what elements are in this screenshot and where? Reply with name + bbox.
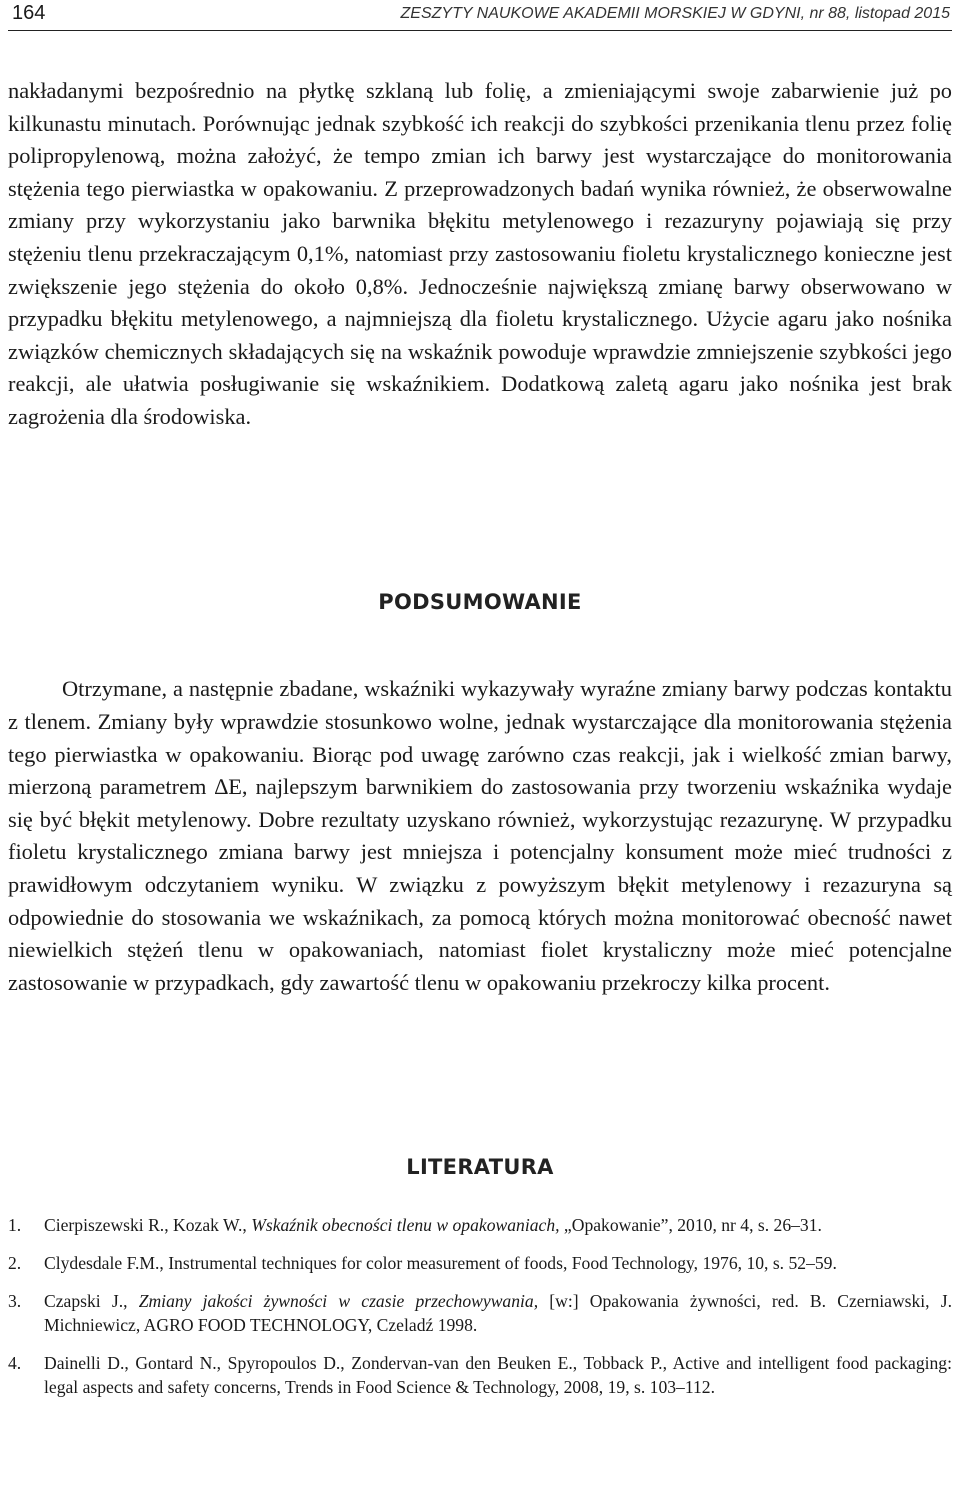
body-paragraph: nakładanymi bezpośrednio na płytkę szklaną lub folię, a zmieniającymi swoje zabarwienie już po kilkunastu minutach. Porównując jednak szybkość ich reakcji do szybkości przenikania tlenu przez folię polipropylenową, można założyć, że tempo zmian ich barwy jest wystarczające do monitorowania stężenia tego pierwiastka w opakowaniu. Z przeprowadzonych badań wynika również, że obserwowalne zmiany przy wykorzystaniu jako barwnika błękitu metylenowego i rezazuryny pojawiają się przy stężeniu tlenu przekraczającym 0,1%, natomiast przy zastosowaniu fioletu krystalicznego konieczne jest zwiększenie jego stężenia do około 0,8%. Jednocześnie największą zmianę barwy obserwowano w przypadku błękitu metylenowego, a najmniejszą dla fioletu krystalicznego. Użycie agaru jako nośnika związków chemicznych składających się na wskaźnik powoduje wprawdzie zmniejszenie szybkości jego reakcji, ale ułatwia posługiwanie się wskaźnikiem. Dodatkową zaletą agaru jako nośnika jest brak zagrożenia dla środowiska. xyxy=(8,78,952,429)
reference-item xyxy=(8,1351,952,1399)
body-paragraph-container xyxy=(8,75,952,434)
reference-number: 2. xyxy=(8,1253,22,1273)
reference-item xyxy=(8,1251,952,1275)
running-header xyxy=(8,0,952,31)
reference-item xyxy=(8,1213,952,1237)
reference-authors: Cierpiszewski R., Kozak W., xyxy=(44,1215,252,1235)
reference-details: Instrumental techniques for color measurement of foods, Food Technology, 1976, 10, s. 52–59. xyxy=(168,1253,837,1273)
page-number: 164 xyxy=(12,2,46,24)
reference-title: Wskaźnik obecności tlenu w opakowaniach, xyxy=(251,1215,560,1235)
reference-authors: Dainelli D., Gontard N., Spyropoulos D., Zondervan-van den Beuken E., Tobback P., xyxy=(44,1353,673,1373)
reference-details: Active and intelligent food packaging: legal aspects and safety concerns, Trends in Food Science & Technology, 2008, 19, s. 103–112. xyxy=(44,1353,952,1397)
reference-details: [w:] Opakowania żywności, red. B. Czerniawski, J. Michniewicz, AGRO FOOD TECHNOLOGY, Czeladź 1998. xyxy=(44,1291,952,1335)
summary-paragraph: Otrzymane, a następnie zbadane, wskaźniki wykazywały wyraźne zmiany barwy podczas kontaktu z tlenem. Zmiany były wprawdzie stosunkowo wolne, jednak wystarczające dla monitorowania stężenia tego pierwiastka w opakowaniu. Biorąc pod uwagę zarówno czas reakcji, jak i wielkość zmian barwy, mierzoną parametrem ∆E, najlepszym barwnikiem do zastosowania przy tworzeniu wskaźnika wydaje się być błękit metylenowy. Dobre rezultaty uzyskano również, wykorzystując rezazurynę. W przypadku fioletu krystalicznego zmiana barwy jest mniejsza i potencjalny konsument może mieć trudności z prawidłowym odczytaniem wyniku. W związku z powyższym błękit metylenowy i rezazuryna są odpowiednie do stosowania we wskaźnikach, za pomocą których można monitorować obecność nawet niewielkich stężeń tlenu w opakowaniach, natomiast fiolet krystaliczny może mieć potencjalne zastosowanie w przypadkach, gdy zawartość tlenu w opakowaniu przekroczy kilka procent. xyxy=(8,676,952,995)
summary-heading: PODSUMOWANIE xyxy=(378,590,582,614)
summary-section xyxy=(8,651,952,1022)
reference-title: Zmiany jakości żywności w czasie przechowywania, xyxy=(138,1291,539,1311)
reference-item xyxy=(8,1289,952,1337)
journal-title: ZESZYTY NAUKOWE AKADEMII MORSKIEJ W GDYNI, nr 88, listopad 2015 xyxy=(400,5,950,22)
reference-number: 3. xyxy=(8,1291,22,1311)
literature-heading: LITERATURA xyxy=(406,1155,554,1179)
reference-list xyxy=(8,1213,952,1413)
reference-authors: Clydesdale F.M., xyxy=(44,1253,169,1273)
reference-details: „Opakowanie”, 2010, nr 4, s. 26–31. xyxy=(559,1215,822,1235)
reference-number: 4. xyxy=(8,1353,22,1373)
reference-number: 1. xyxy=(8,1215,22,1235)
reference-authors: Czapski J., xyxy=(44,1291,139,1311)
